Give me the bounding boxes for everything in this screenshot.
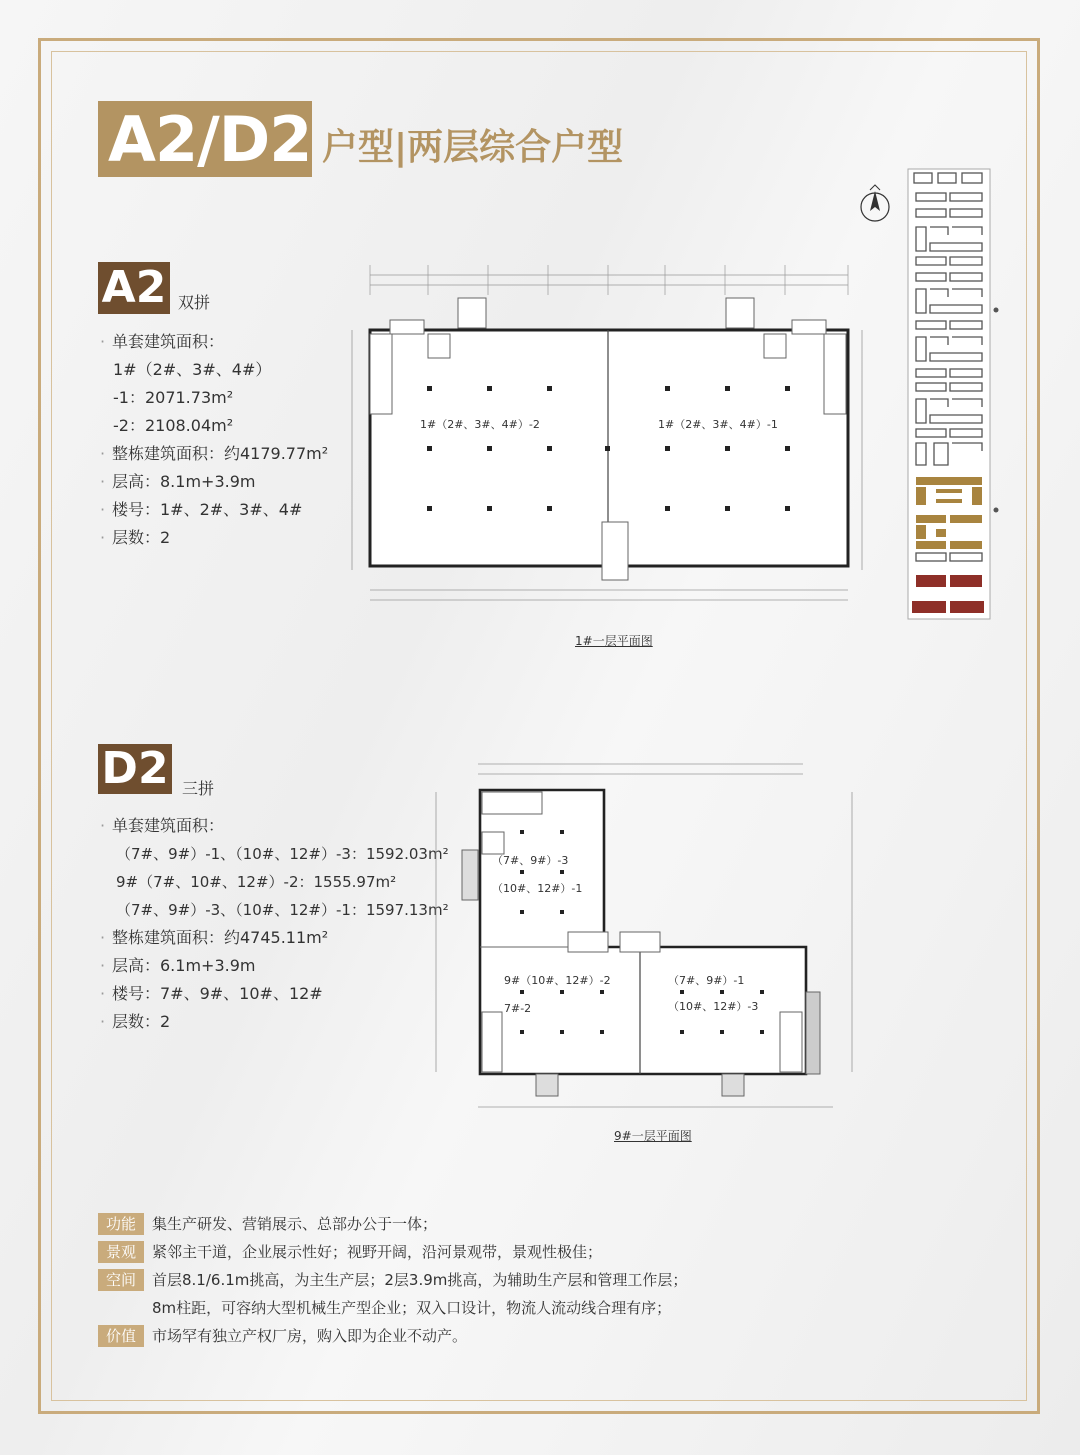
d2-spec-floors: · 层数：2: [100, 1012, 171, 1031]
feature-text: 紧邻主干道，企业展示性好；视野开阔，沿河景观带，景观性极佳；: [152, 1243, 603, 1261]
feature-label: 景观: [98, 1241, 144, 1263]
feature-text: 8m柱距，可容纳大型机械生产型企业；双入口设计，物流人流动线合理有序；: [152, 1299, 672, 1317]
a2-spec-building-numbers: · 楼号：1#、2#、3#、4#: [100, 500, 303, 519]
a2-plan-caption: 1#一层平面图: [575, 634, 653, 648]
a2-spec-total-label: · 单套建筑面积：: [100, 332, 225, 351]
a2-spec-unit-1: -1：2071.73m²: [113, 388, 234, 407]
a2-tag: A2: [98, 262, 170, 314]
d2-spec-floor-height: · 层高：6.1m+3.9m: [100, 956, 256, 975]
a2-spec-floor-height: · 层高：8.1m+3.9m: [100, 472, 256, 491]
feature-text: 首层8.1/6.1m挑高，为主生产层；2层3.9m挑高，为辅助生产层和管理工作层；: [152, 1271, 688, 1289]
d2-plan-label-6: （10#、12#）-3: [668, 1000, 759, 1013]
a2-spec-building: 1#（2#、3#、4#）: [113, 360, 272, 379]
d2-spec-building-numbers: · 楼号：7#、9#、10#、12#: [100, 984, 323, 1003]
feature-label: 价值: [98, 1325, 144, 1347]
title-subtitle: 户型|两层综合户型: [322, 127, 624, 168]
d2-type: 三拼: [182, 779, 215, 798]
feature-text: 集生产研发、营销展示、总部办公于一体；: [152, 1215, 438, 1233]
d2-spec-unit-3: （7#、9#）-3、（10#、12#）-1：1597.13m²: [116, 901, 449, 919]
a2-spec-unit-2: -2：2108.04m²: [113, 416, 234, 435]
feature-text: 市场罕有独立产权厂房，购入即为企业不动产。: [152, 1327, 468, 1345]
d2-plan-label-2: （10#、12#）-1: [492, 882, 583, 895]
d2-plan-label-4: 7#-2: [504, 1002, 532, 1015]
d2-plan-label-5: （7#、9#）-1: [668, 974, 745, 987]
a2-spec-floors: · 层数：2: [100, 528, 171, 547]
a2-spec-total-area: · 整栋建筑面积：约4179.77m²: [100, 444, 329, 463]
feature-label: 空间: [98, 1269, 144, 1291]
d2-tag: D2: [98, 744, 172, 794]
d2-floor-plan: [428, 752, 860, 1124]
d2-spec-unit-1: （7#、9#）-1、（10#、12#）-3：1592.03m²: [116, 845, 449, 863]
a2-plan-label-2: 1#（2#、3#、4#）-2: [420, 418, 540, 431]
d2-spec-total-label: · 单套建筑面积：: [100, 816, 225, 835]
title-code: A2/D2: [108, 103, 312, 176]
d2-spec-total-area: · 整栋建筑面积：约4745.11m²: [100, 928, 329, 947]
d2-spec-unit-2: 9#（7#、10#、12#）-2：1555.97m²: [116, 873, 397, 891]
d2-plan-caption: 9#一层平面图: [614, 1129, 692, 1143]
a2-plan-label-1: 1#（2#、3#、4#）-1: [658, 418, 778, 431]
a2-floor-plan: [340, 250, 880, 630]
d2-plan-label-1: （7#、9#）-3: [492, 854, 569, 867]
feature-label: 功能: [98, 1213, 144, 1235]
a2-type: 双拼: [178, 293, 211, 312]
d2-plan-label-3: 9#（10#、12#）-2: [504, 974, 611, 987]
